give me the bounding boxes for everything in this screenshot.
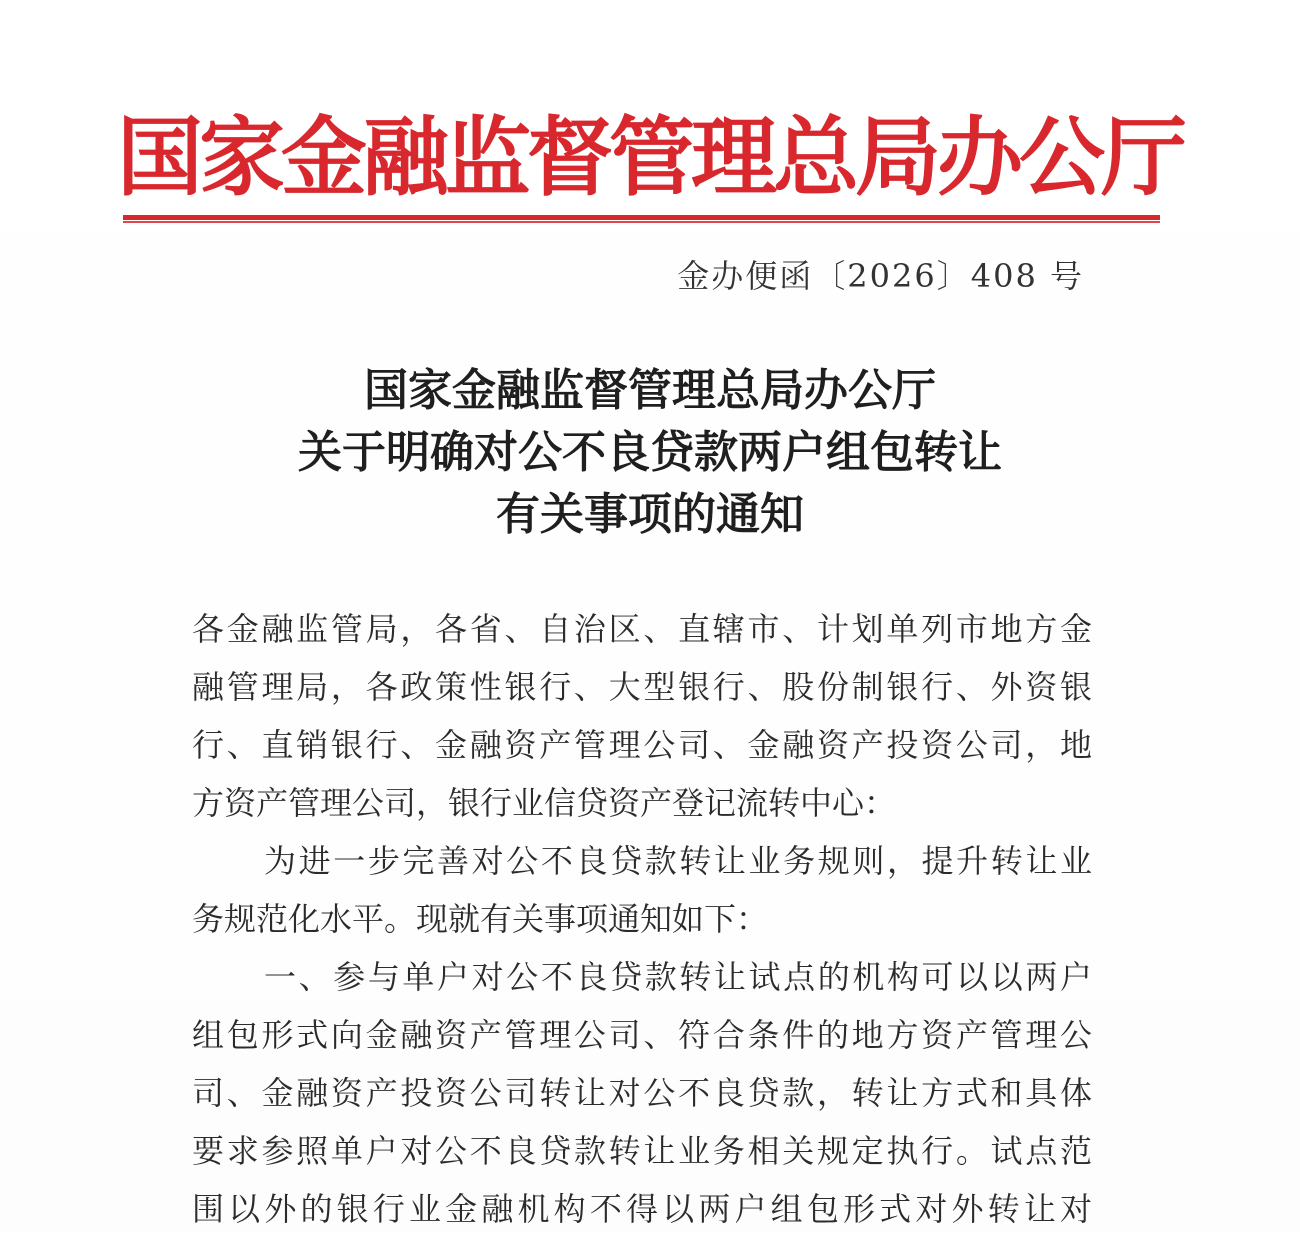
- document-title: [0, 360, 1300, 546]
- body-line-1: 各金融监管局，各省、自治区、直辖市、计划单列市地方金: [192, 610, 1092, 648]
- red-rule-thin: [123, 221, 1160, 223]
- title-line-2: 关于明确对公不良贷款两户组包转让: [298, 427, 1002, 478]
- body-line-10: 要求参照单户对公不良贷款转让业务相关规定执行。试点范: [192, 1132, 1092, 1170]
- body-line-6: 务规范化水平。现就有关事项通知如下：: [192, 900, 769, 938]
- letterhead-red-rule: [123, 215, 1160, 224]
- title-line-3: 有关事项的通知: [496, 489, 804, 540]
- title-line-1: 国家金融监督管理总局办公厅: [364, 365, 936, 416]
- body-line-3: 行、直销银行、金融资产管理公司、金融资产投资公司，地: [192, 726, 1092, 764]
- body-line-2: 融管理局，各政策性银行、大型银行、股份制银行、外资银: [192, 668, 1092, 706]
- body-line-5: 为进一步完善对公不良贷款转让业务规则，提升转让业: [264, 842, 1092, 880]
- body-line-4: 方资产管理公司，银行业信贷资产登记流转中心：: [192, 784, 897, 822]
- body-line-11: 围以外的银行业金融机构不得以两户组包形式对外转让对: [192, 1190, 1092, 1228]
- red-rule-thick: [123, 215, 1160, 220]
- document-number: 金办便函〔2026〕408 号: [677, 257, 1084, 295]
- body-line-7: 一、参与单户对公不良贷款转让试点的机构可以以两户: [264, 958, 1092, 996]
- body-line-8: 组包形式向金融资产管理公司、符合条件的地方资产管理公: [192, 1016, 1092, 1054]
- document-body: [192, 600, 1092, 1238]
- body-line-9: 司、金融资产投资公司转让对公不良贷款，转让方式和具体: [192, 1074, 1092, 1112]
- letterhead-title: 国家金融监督管理总局办公厅: [117, 107, 1183, 208]
